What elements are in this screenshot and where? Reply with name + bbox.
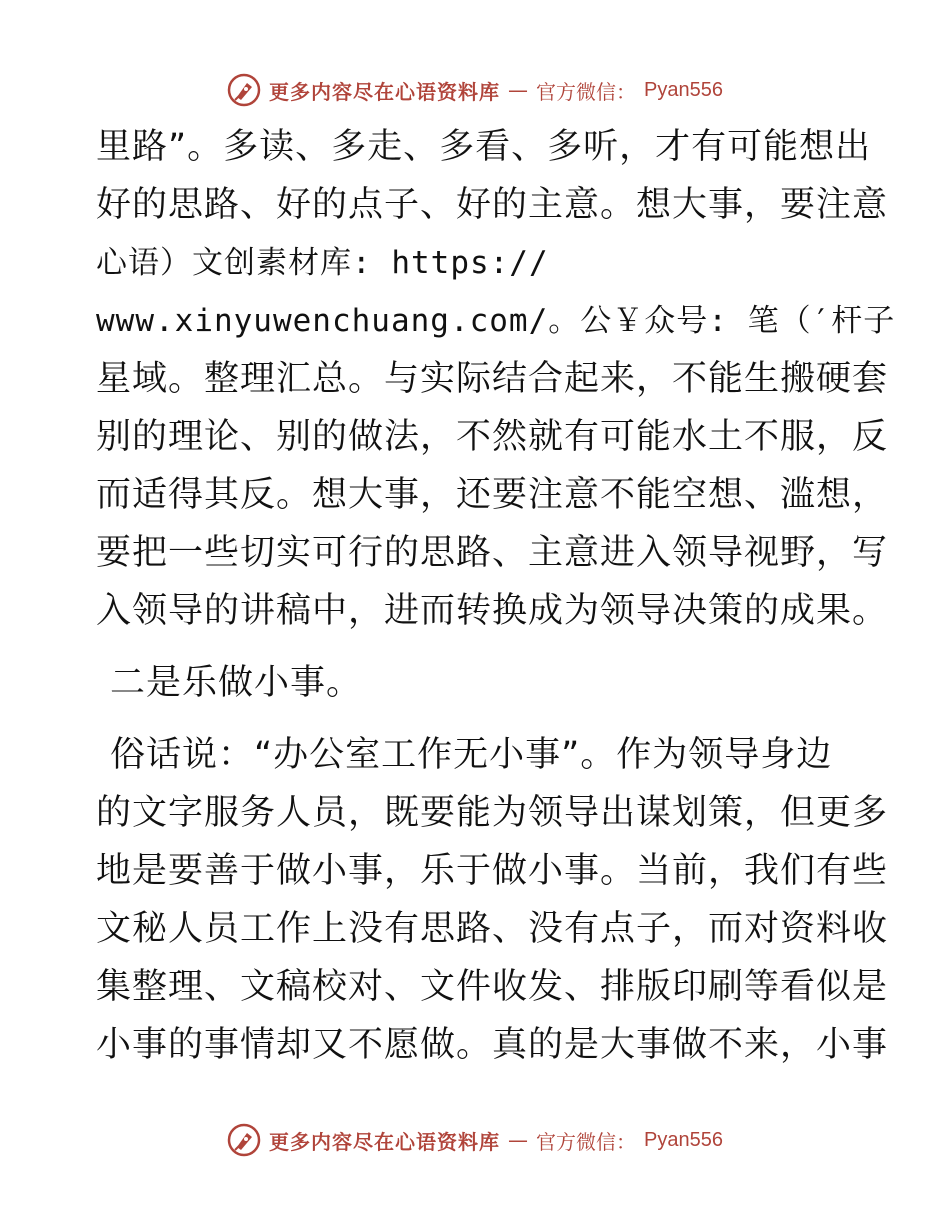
footer-watermark-banner: [0, 1120, 950, 1160]
banner-wechat-id: Pyan556: [644, 78, 723, 101]
banner-separator: —: [508, 78, 529, 102]
document-body: [96, 118, 896, 1074]
text-line: 别的理论、别的做法，不然就有可能水土不服，反: [96, 417, 889, 457]
section-heading: 二是乐做小事。: [110, 663, 363, 703]
banner-wechat-id: Pyan556: [644, 1128, 723, 1151]
text-line: 的文字服务人员，既要能为领导出谋划策，但更多: [96, 793, 889, 833]
text-line: www.xinyuwenchuang.com/。公￥众号: 笔（′杆子: [96, 303, 896, 339]
text-line: 里路”。多读、多走、多看、多听，才有可能想出: [96, 127, 872, 167]
text-line: 要把一些切实可行的思路、主意进入领导视野，写: [96, 533, 889, 573]
text-line: 小事的事情却又不愿做。真的是大事做不来，小事: [96, 1025, 889, 1065]
text-line: 俗话说：“办公室工作无小事”。作为领导身边: [110, 735, 833, 775]
paragraph-2: [96, 726, 889, 1074]
paragraph-1: [96, 118, 896, 640]
banner-text: 更多内容尽在心语资料库: [269, 79, 501, 104]
banner-separator: —: [508, 1128, 529, 1152]
banner-wechat-label: 官方微信：: [536, 1129, 637, 1154]
text-line: 地是要善于做小事，乐于做小事。当前，我们有些: [96, 851, 889, 891]
text-line: 文秘人员工作上没有思路、没有点子，而对资料收: [96, 909, 889, 949]
header-watermark-banner: [0, 70, 950, 110]
text-line: 心语）文创素材库: https://: [96, 245, 549, 281]
text-line: 入领导的讲稿中，进而转换成为领导决策的成果。: [96, 591, 889, 631]
pen-nib-logo-icon: [227, 1123, 261, 1157]
text-line: 星域。整理汇总。与实际结合起来，不能生搬硬套: [96, 359, 889, 399]
pen-nib-logo-icon: [227, 73, 261, 107]
text-line: 而适得其反。想大事，还要注意不能空想、滥想，: [96, 475, 889, 515]
banner-text: 更多内容尽在心语资料库: [269, 1129, 501, 1154]
banner-wechat-label: 官方微信：: [536, 79, 637, 104]
text-line: 集整理、文稿校对、文件收发、排版印刷等看似是: [96, 967, 889, 1007]
text-line: 好的思路、好的点子、好的主意。想大事，要注意: [96, 185, 889, 225]
